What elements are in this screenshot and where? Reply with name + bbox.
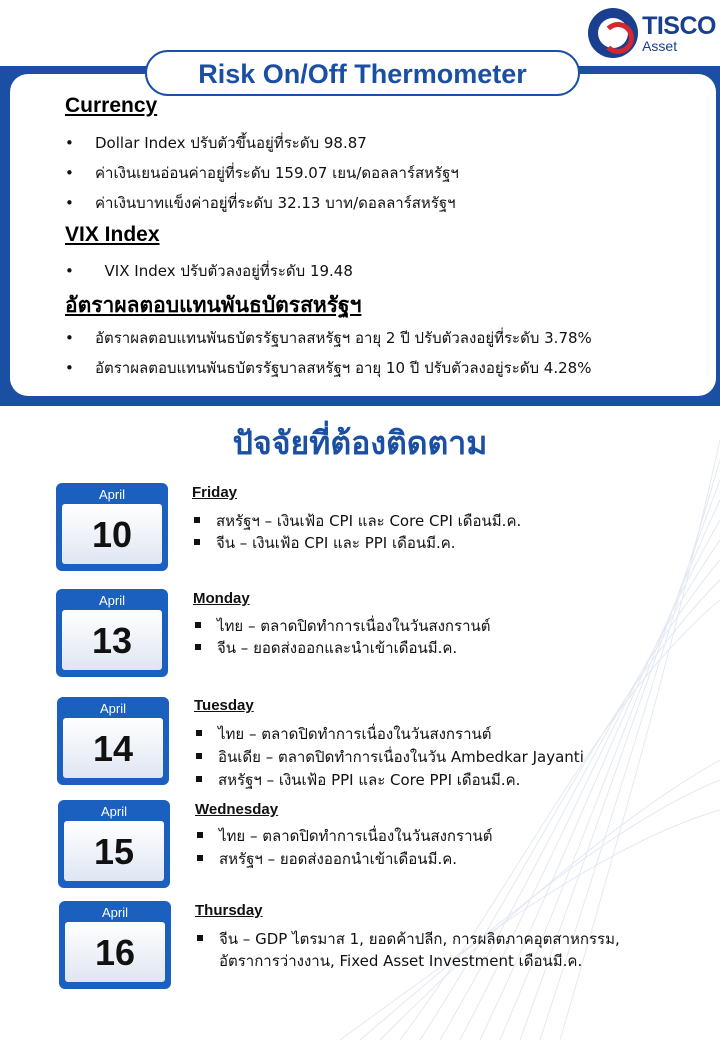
calendar-month: April — [101, 905, 128, 920]
weekday-label: Wednesday — [195, 801, 279, 818]
bond-item: • อัตราผลตอบแทนพันธบัตรรัฐบาลสหรัฐฯ อายุ 2 ปี ปรับตัวลงอยู่ที่ระดับ 3.78% — [65, 329, 592, 347]
logo-sub: Asset — [642, 37, 678, 54]
currency-item: • ค่าเงินบาทแข็งค่าอยู่ที่ระดับ 32.13 บาท/ดอลลาร์สหรัฐฯ — [65, 194, 456, 212]
event-item: สหรัฐฯ – ยอดส่งออกนำเข้าเดือนมี.ค. — [197, 847, 457, 871]
vix-item: • VIX Index ปรับตัวลงอยู่ที่ระดับ 19.48 — [65, 262, 353, 280]
weekday-label: Friday — [192, 484, 238, 501]
logo-name: TISCO — [642, 11, 716, 40]
event-item-continued: อัตราการว่างงาน, Fixed Asset Investment เดือนมี.ค. — [219, 952, 583, 970]
currency-item: • ค่าเงินเยนอ่อนค่าอยู่ที่ระดับ 159.07 เยน/ดอลลาร์สหรัฐฯ — [65, 164, 459, 182]
page-title: Risk On/Off Thermometer — [145, 50, 580, 96]
weekday-label: Tuesday — [194, 697, 254, 714]
event-item: ไทย – ตลาดปิดทำการเนื่องในวันสงกรานต์ — [196, 722, 492, 746]
calendar-month: April — [100, 804, 127, 819]
calendar-day: 10 — [62, 504, 162, 564]
calendar-date — [57, 697, 169, 785]
vix-heading: VIX Index — [65, 223, 160, 246]
currency-item: • Dollar Index ปรับตัวขึ้นอยู่ที่ระดับ 98.87 — [65, 134, 367, 152]
currency-heading: Currency — [65, 94, 158, 117]
event-item: สหรัฐฯ – เงินเฟ้อ CPI และ Core CPI เดือนมี.ค. — [194, 509, 521, 533]
bond-heading: อัตราผลตอบแทนพันธบัตรสหรัฐฯ — [65, 294, 362, 317]
calendar-month: April — [99, 701, 126, 716]
calendar-month: April — [98, 593, 125, 608]
calendar-day: 15 — [64, 821, 164, 881]
event-item: ไทย – ตลาดปิดทำการเนื่องในวันสงกรานต์ — [195, 614, 491, 638]
tisco-logo — [588, 8, 716, 58]
calendar-day: 16 — [65, 922, 165, 982]
event-item: สหรัฐฯ – เงินเฟ้อ PPI และ Core PPI เดือนมี.ค. — [196, 768, 520, 792]
weekday-label: Thursday — [195, 902, 263, 919]
event-item: จีน – GDP ไตรมาส 1, ยอดค้าปลีก, การผลิตภาคอุตสาหกรรม, — [197, 927, 620, 951]
logo-mark-icon — [588, 8, 638, 58]
calendar-date — [56, 589, 168, 677]
calendar-date — [56, 483, 168, 571]
calendar-date — [59, 901, 171, 989]
calendar-month: April — [98, 487, 125, 502]
calendar-day: 13 — [62, 610, 162, 670]
event-item: ไทย – ตลาดปิดทำการเนื่องในวันสงกรานต์ — [197, 824, 493, 848]
event-item: จีน – เงินเฟ้อ CPI และ PPI เดือนมี.ค. — [194, 531, 456, 555]
event-item: อินเดีย – ตลาดปิดทำการเนื่องในวัน Ambedkar Jayanti — [196, 745, 584, 769]
bond-item: • อัตราผลตอบแทนพันธบัตรรัฐบาลสหรัฐฯ อายุ 10 ปี ปรับตัวลงอยู่ระดับ 4.28% — [65, 359, 592, 377]
calendar-date — [58, 800, 170, 888]
watch-factors-heading: ปัจจัยที่ต้องติดตาม — [232, 424, 488, 462]
calendar-day: 14 — [63, 718, 163, 778]
weekday-label: Monday — [193, 590, 250, 607]
event-item: จีน – ยอดส่งออกและนำเข้าเดือนมี.ค. — [195, 636, 457, 660]
